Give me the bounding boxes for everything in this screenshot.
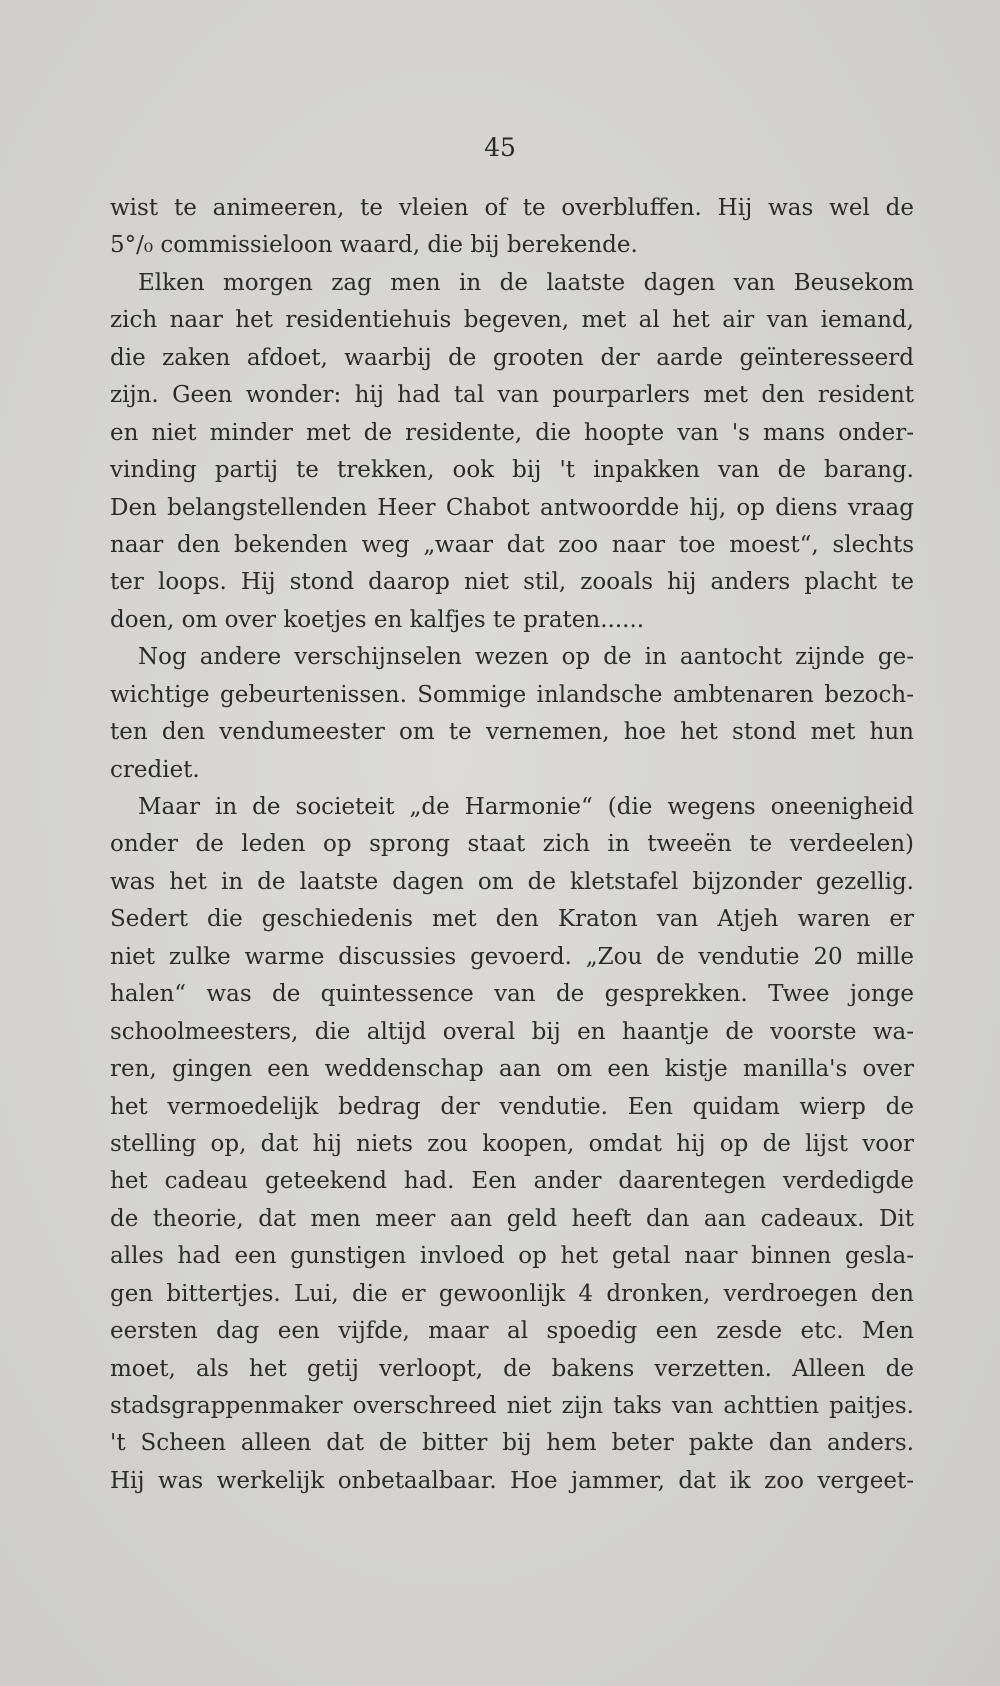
text-line: onder de leden op sprong staat zich in tweeën te verdeelen) bbox=[110, 831, 914, 858]
text-line: wist te animeeren, te vleien of te overbluffen. Hij was wel de bbox=[110, 195, 914, 221]
text-line: schoolmeesters, die altijd overal bij en haantje de voorste wa- bbox=[110, 1018, 914, 1045]
text-line: Den belangstellenden Heer Chabot antwoordde hij, op diens vraag bbox=[110, 494, 914, 521]
page-number: 45 bbox=[484, 133, 516, 162]
text-line: Hij was werkelijk onbetaalbaar. Hoe jammer, dat ik zoo vergeet- bbox=[110, 1467, 914, 1494]
text-line: zich naar het residentiehuis begeven, met al het air van iemand, bbox=[110, 307, 914, 334]
text-line: alles had een gunstigen invloed op het getal naar binnen gesla- bbox=[110, 1243, 914, 1270]
text-line: die zaken afdoet, waarbij de grooten der aarde geïnteresseerd bbox=[110, 344, 914, 371]
text-line: naar den bekenden weg „waar dat zoo naar toe moest“, slechts bbox=[110, 531, 914, 558]
text-line: ren, gingen een weddenschap aan om een kistje manilla's over bbox=[110, 1056, 914, 1083]
text-line: Elken morgen zag men in de laatste dagen van Beusekom bbox=[138, 269, 914, 296]
text-line: stadsgrappenmaker overschreed niet zijn taks van achttien paitjes. bbox=[110, 1393, 914, 1419]
text-line: eersten dag een vijfde, maar al spoedig een zesde etc. Men bbox=[110, 1318, 914, 1345]
text-line: Maar in de societeit „de Harmonie“ (die wegens oneenigheid bbox=[138, 794, 914, 820]
text-line: stelling op, dat hij niets zou koopen, omdat hij op de lijst voor bbox=[110, 1130, 914, 1157]
text-line: en niet minder met de residente, die hoopte van 's mans onder- bbox=[110, 419, 914, 446]
text-line: ter loops. Hij stond daarop niet stil, zooals hij anders placht te bbox=[110, 569, 914, 596]
text-line: zijn. Geen wonder: hij had tal van pourparlers met den resident bbox=[110, 382, 914, 409]
text-line: crediet. bbox=[110, 756, 200, 783]
text-line: Nog andere verschijnselen wezen op de in aantocht zijnde ge- bbox=[138, 644, 914, 671]
text-line: niet zulke warme discussies gevoerd. „Zou de vendutie 20 mille bbox=[110, 943, 914, 970]
text-line: Sedert die geschiedenis met den Kraton van Atjeh waren er bbox=[110, 906, 914, 933]
text-line: was het in de laatste dagen om de kletstafel bijzonder gezellig. bbox=[110, 868, 914, 895]
text-line: gen bittertjes. Lui, die er gewoonlijk 4 dronken, verdroegen den bbox=[110, 1280, 914, 1307]
text-line: het vermoedelijk bedrag der vendutie. Een quidam wierp de bbox=[110, 1093, 914, 1120]
text-line: de theorie, dat men meer aan geld heeft dan aan cadeaux. Dit bbox=[110, 1205, 914, 1232]
text-line: ten den vendumeester om te vernemen, hoe het stond met hun bbox=[110, 719, 914, 746]
text-line: 5°/₀ commissieloon waard, die bij berekende. bbox=[110, 232, 638, 259]
text-line: 't Scheen alleen dat de bitter bij hem beter pakte dan anders. bbox=[110, 1430, 914, 1457]
text-line: het cadeau geteekend had. Een ander daarentegen verdedigde bbox=[110, 1168, 914, 1195]
text-line: halen“ was de quintessence van de gesprekken. Twee jonge bbox=[110, 981, 914, 1008]
text-line: moet, als het getij verloopt, de bakens verzetten. Alleen de bbox=[110, 1355, 914, 1382]
body-text bbox=[110, 190, 914, 1500]
text-line: vinding partij te trekken, ook bij 't inpakken van de barang. bbox=[110, 457, 914, 484]
text-line: wichtige gebeurtenissen. Sommige inlandsche ambtenaren bezoch- bbox=[110, 681, 914, 708]
text-line: doen, om over koetjes en kalfjes te praten...... bbox=[110, 606, 645, 633]
